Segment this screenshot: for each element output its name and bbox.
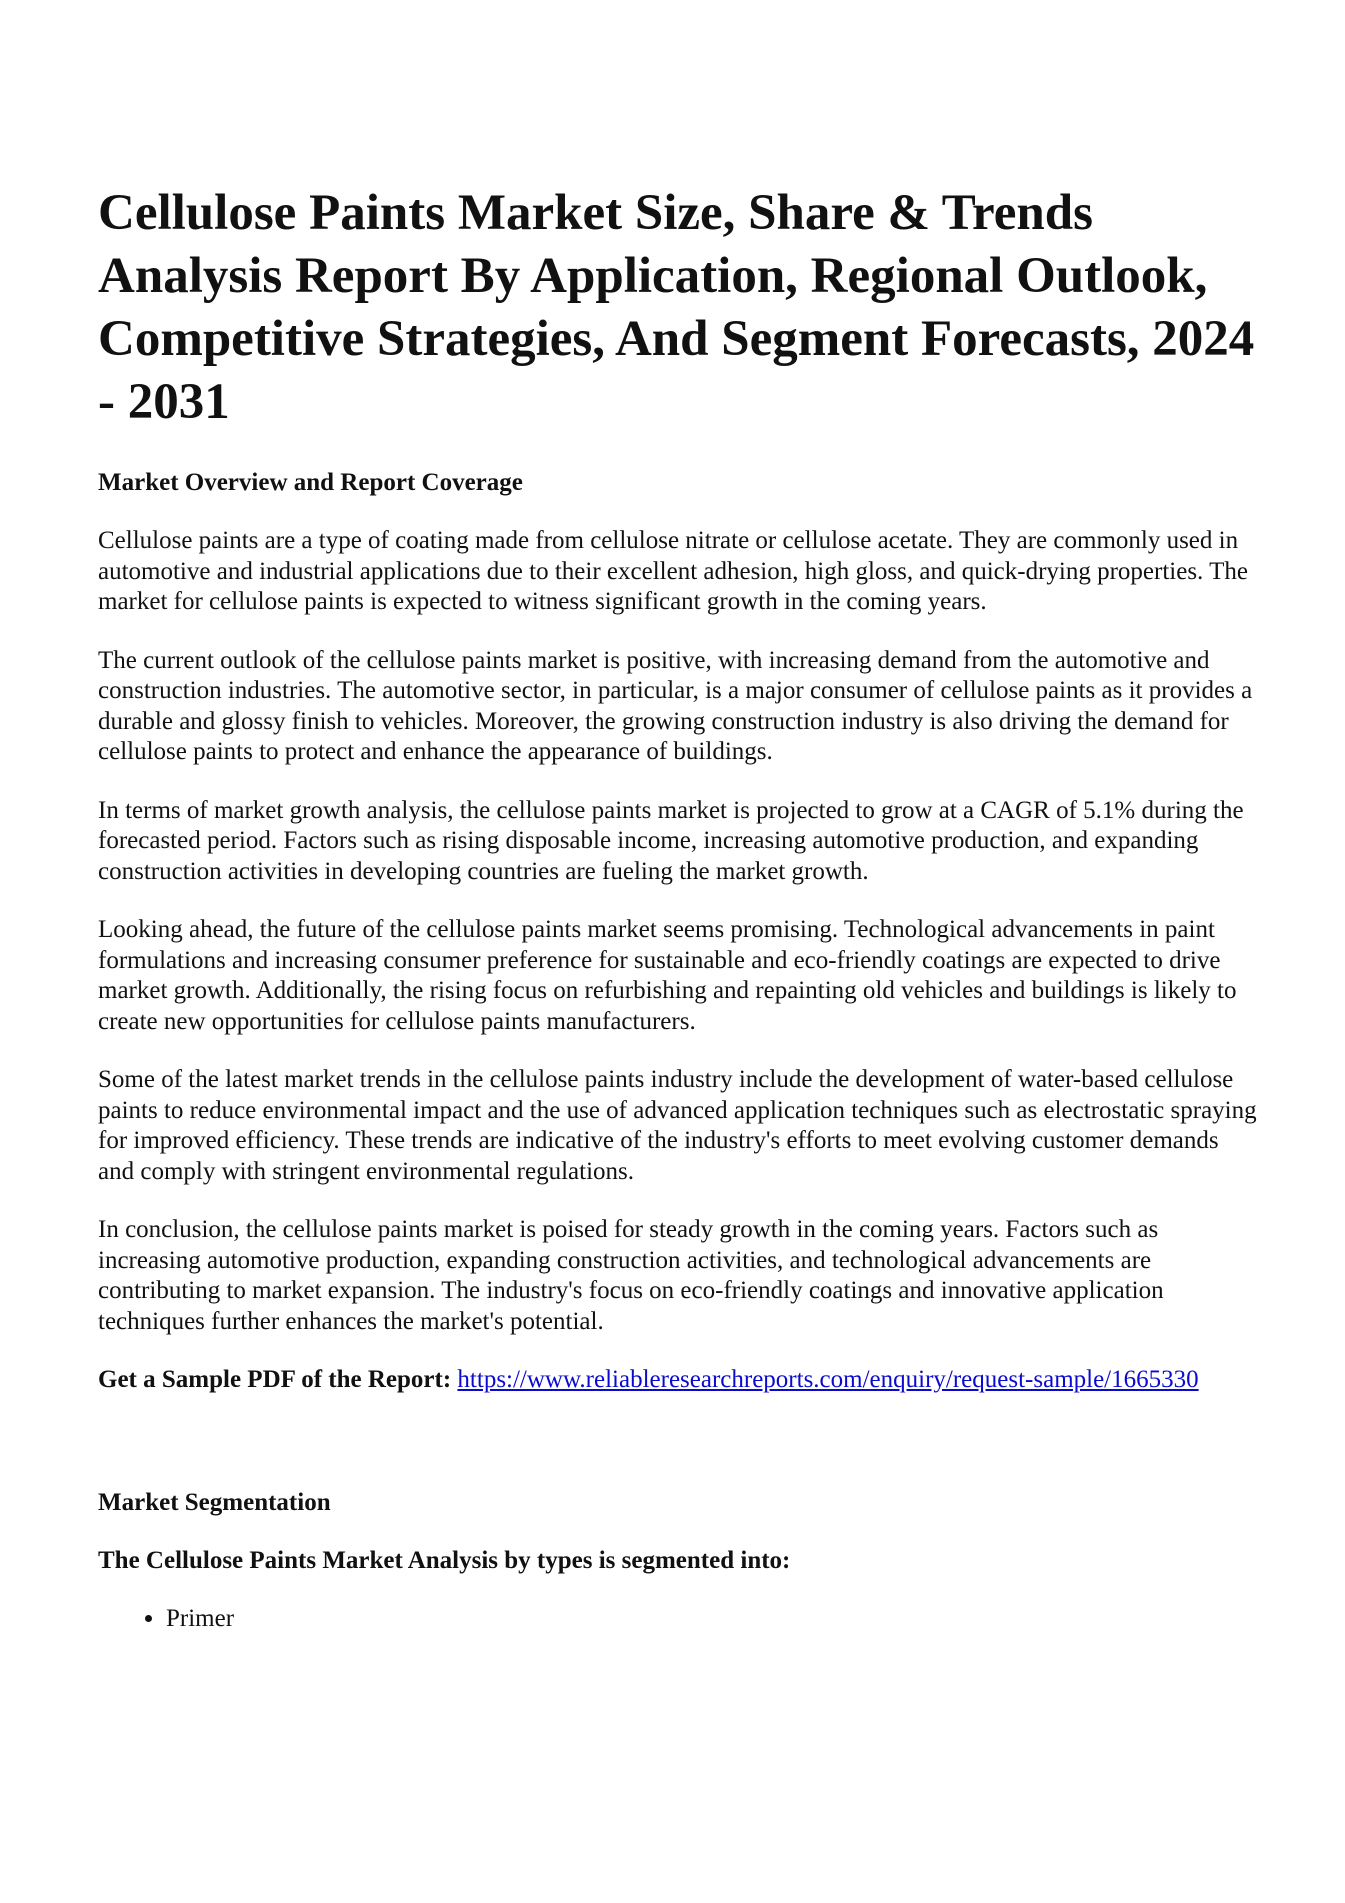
report-title: Cellulose Paints Market Size, Share & Trends Analysis Report By Application, Regional Outlook, Competitive Strategies, And Segment Forecasts, 2024 - 2031 bbox=[98, 185, 1255, 430]
types-list bbox=[98, 1604, 1258, 1634]
sample-pdf-line bbox=[98, 1365, 1258, 1396]
types-heading: The Cellulose Paints Market Analysis by types is segmented into: bbox=[98, 1546, 791, 1574]
paragraph-conclusion: In conclusion, the cellulose paints market is poised for steady growth in the coming years. Factors such as increasing automotive production, expanding construction activities, and technological advancements are contributing to market expansion. The industry's focus on eco-friendly coatings and innovative application techniques further enhances the market's potential. bbox=[98, 1216, 1164, 1335]
paragraph-outlook: The current outlook of the cellulose paints market is positive, with increasing demand from the automotive and construction industries. The automotive sector, in particular, is a major consumer of cellulose paints as it provides a durable and glossy finish to vehicles. Moreover, the growing construction industry is also driving the demand for cellulose paints to protect and enhance the appearance of buildings. bbox=[98, 646, 1253, 765]
segmentation-heading: Market Segmentation bbox=[98, 1488, 331, 1516]
list-item: • Primer bbox=[166, 1604, 1258, 1634]
overview-heading: Market Overview and Report Coverage bbox=[98, 469, 523, 496]
sample-pdf-link[interactable]: https://www.reliableresearchreports.com/enquiry/request-sample/1665330 bbox=[457, 1366, 1199, 1393]
paragraph-intro: Cellulose paints are a type of coating made from cellulose nitrate or cellulose acetate. They are commonly used in automotive and industrial applications due to their excellent adhesion, high gloss, and quick-drying properties. The market for cellulose paints is expected to witness significant growth in the coming years. bbox=[98, 527, 1248, 615]
sample-pdf-label: Get a Sample PDF of the Report: bbox=[98, 1366, 452, 1393]
paragraph-trends: Some of the latest market trends in the cellulose paints industry include the development of water-based cellulose paints to reduce environmental impact and the use of advanced application techniques such as electrostatic spraying for improved efficiency. These trends are indicative of the industry's efforts to meet evolving customer demands and comply with stringent environmental regulations. bbox=[98, 1066, 1257, 1185]
paragraph-growth: In terms of market growth analysis, the cellulose paints market is projected to grow at a CAGR of 5.1% during the forecasted period. Factors such as rising disposable income, increasing automotive production, and expanding construction activities in developing countries are fueling the market growth. bbox=[98, 796, 1244, 885]
paragraph-future: Looking ahead, the future of the cellulose paints market seems promising. Technological advancements in paint formulations and increasing consumer preference for sustainable and eco-friendly coatings are expected to drive market growth. Additionally, the rising focus on refurbishing and repainting old vehicles and buildings is likely to create new opportunities for cellulose paints manufacturers. bbox=[98, 916, 1237, 1035]
document-page bbox=[98, 170, 1258, 1634]
